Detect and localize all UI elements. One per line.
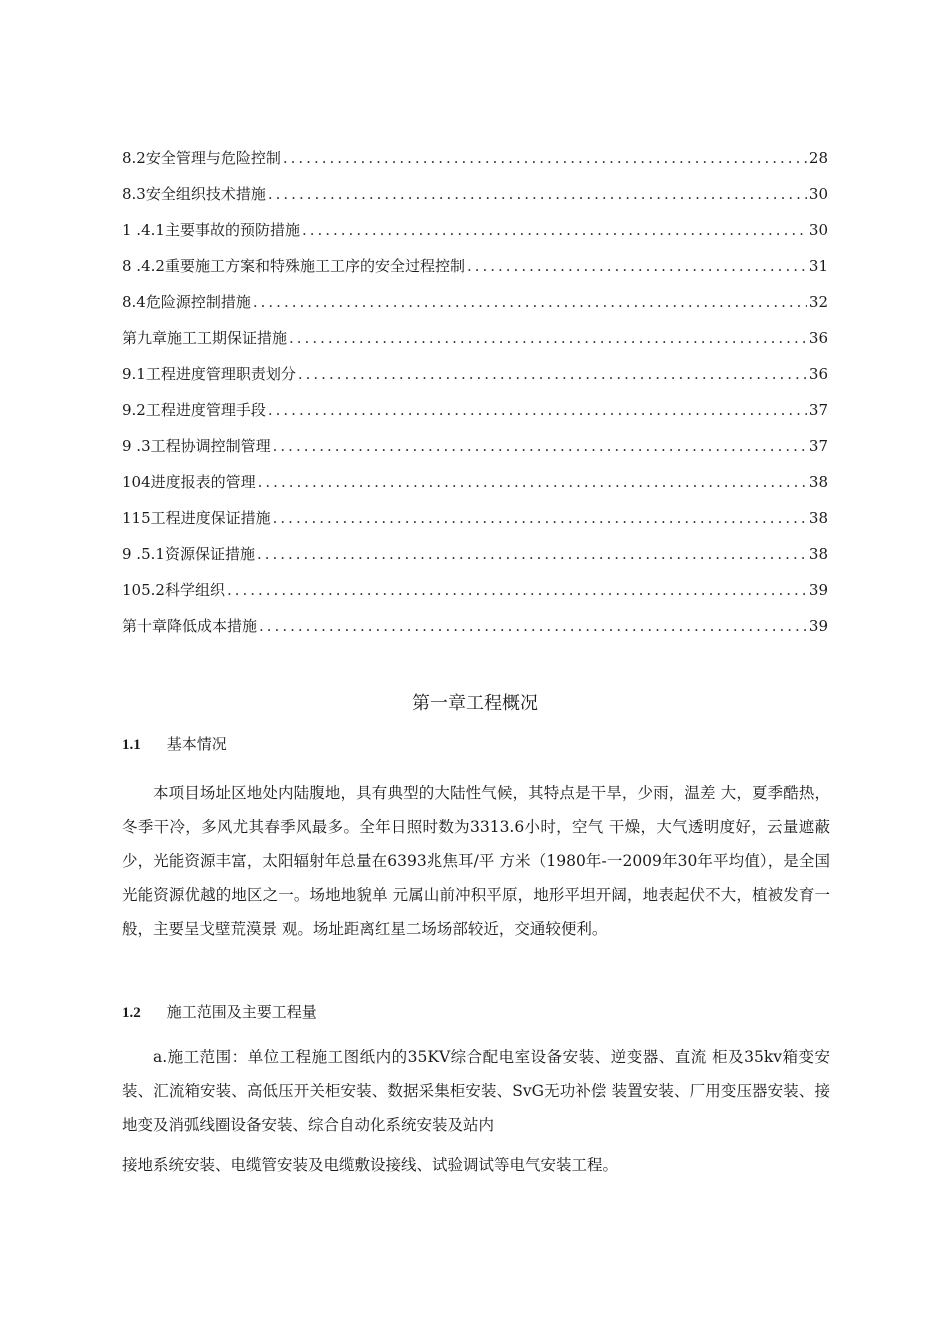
toc-entry-title: 工程进度管理职责划分 [145,365,296,383]
section-title: 基本情况 [166,735,227,753]
toc-entry-page: 36 [808,329,828,347]
table-of-contents [122,140,828,644]
toc-entry-title: 安全管理与危险控制 [145,149,281,167]
toc-leader-dots [257,536,807,572]
toc-entry-title: 危险源控制措施 [145,293,251,311]
toc-entry-title: 工程进度管理手段 [145,401,266,419]
toc-leader-dots [283,140,807,176]
paragraph-basic-situation: 本项目场址区地处内陆腹地，具有典型的大陆性气候，其特点是干旱，少雨，温差 大，夏季酷热，冬季干冷，多风尤其春季风最多。全年日照时数为3313.6小时，空气 干燥，大气透明度好，云量遮蔽少，光能资源丰富，太阳辐射年总量在6393兆焦耳/平 方米（1980年-一2009年30年平均值），是全国光能资源优越的地区之一。场地地貌单 元属山前冲积平原，地形平坦开阔，地表起伏不大，植被发育一般，主要呈戈壁荒漠景 观。场址距离红星二场场部较近，交通较便利。 [122,784,830,938]
toc-entry-page: 30 [808,185,828,203]
toc-entry-title: 4.2重要施工方案和特殊施工工序的安全过程控制 [141,257,465,275]
toc-entry-page: 39 [808,617,828,635]
toc-entry-page: 36 [808,365,828,383]
toc-entry-number: 8.3 [122,185,146,203]
toc-entry-title: 3工程协调控制管理 [141,437,271,455]
section-number: 1.1 [122,737,141,753]
toc-entry-number: 10 [122,473,142,491]
toc-entry[interactable] [122,356,828,392]
toc-entry-page: 30 [808,221,828,239]
toc-entry-number: 9.2 [122,401,146,419]
chapter-title: 第一章工程概况 [412,693,538,714]
toc-entry-title: 4进度报表的管理 [141,473,256,491]
toc-entry-number: 1 . [122,221,142,239]
toc-entry-number: 10 [122,581,142,599]
toc-entry-title: 5.2科学组织 [141,581,225,599]
section-title: 施工范围及主要工程量 [166,1003,317,1021]
toc-leader-dots [298,356,807,392]
toc-entry[interactable] [122,608,828,644]
toc-entry-title: 5.1资源保证措施 [141,545,255,563]
toc-entry-page: 38 [808,473,828,491]
toc-entry[interactable] [122,212,828,248]
toc-entry[interactable] [122,500,828,536]
toc-entry-number: 11 [122,509,142,527]
toc-entry[interactable] [122,392,828,428]
toc-entry-number: 9 . [122,545,142,563]
toc-leader-dots [467,248,807,284]
toc-entry-page: 37 [808,401,828,419]
toc-entry-title: 5工程进度保证措施 [141,509,271,527]
toc-leader-dots [268,176,807,212]
toc-entry-title: 安全组织技术措施 [145,185,266,203]
paragraph-construction-scope-continued: 接地系统安装、电缆管安装及电缆敷设接线、试验调试等电气安装工程。 [122,1156,619,1174]
toc-entry[interactable] [122,176,828,212]
toc-entry-page: 28 [808,149,828,167]
toc-leader-dots [258,464,807,500]
toc-leader-dots [289,320,807,356]
toc-entry-page: 32 [808,293,828,311]
toc-entry-number: 9.1 [122,365,146,383]
toc-entry[interactable] [122,140,828,176]
section-heading-1-1 [122,732,227,757]
toc-entry-number: 8.2 [122,149,146,167]
toc-entry-page: 37 [808,437,828,455]
toc-entry-page: 39 [808,581,828,599]
toc-entry[interactable] [122,428,828,464]
toc-leader-dots [227,572,807,608]
toc-entry[interactable] [122,572,828,608]
toc-entry-title: 第九章施工工期保证措施 [122,329,288,347]
toc-entry-page: 38 [808,545,828,563]
toc-entry-number: 9 . [122,437,142,455]
toc-leader-dots [253,284,807,320]
toc-entry-title: 4.1主要事故的预防措施 [141,221,300,239]
toc-entry[interactable] [122,464,828,500]
paragraph-construction-scope: a.施工范围：单位工程施工图纸内的35KV综合配电室设备安装、逆变器、直流 柜及35kv箱变安装、汇流箱安装、高低压开关柜安装、数据采集柜安装、SvG无功补偿 装置安装、厂用变压器安装、接地变及消弧线圈设备安装、综合自动化系统安装及站内 [122,1048,830,1134]
toc-entry-page: 38 [808,509,828,527]
section-heading-1-2 [122,1000,317,1025]
toc-entry[interactable] [122,536,828,572]
toc-entry[interactable] [122,248,828,284]
toc-entry-number: 8.4 [122,293,146,311]
toc-entry-title: 第十章降低成本措施 [122,617,258,635]
toc-entry[interactable] [122,284,828,320]
toc-entry[interactable] [122,320,828,356]
toc-entry-page: 31 [808,257,828,275]
toc-leader-dots [273,500,807,536]
toc-leader-dots [302,212,807,248]
toc-entry-number: 8 . [122,257,142,275]
toc-leader-dots [259,608,807,644]
section-number: 1.2 [122,1005,141,1021]
toc-leader-dots [268,392,807,428]
toc-leader-dots [273,428,807,464]
